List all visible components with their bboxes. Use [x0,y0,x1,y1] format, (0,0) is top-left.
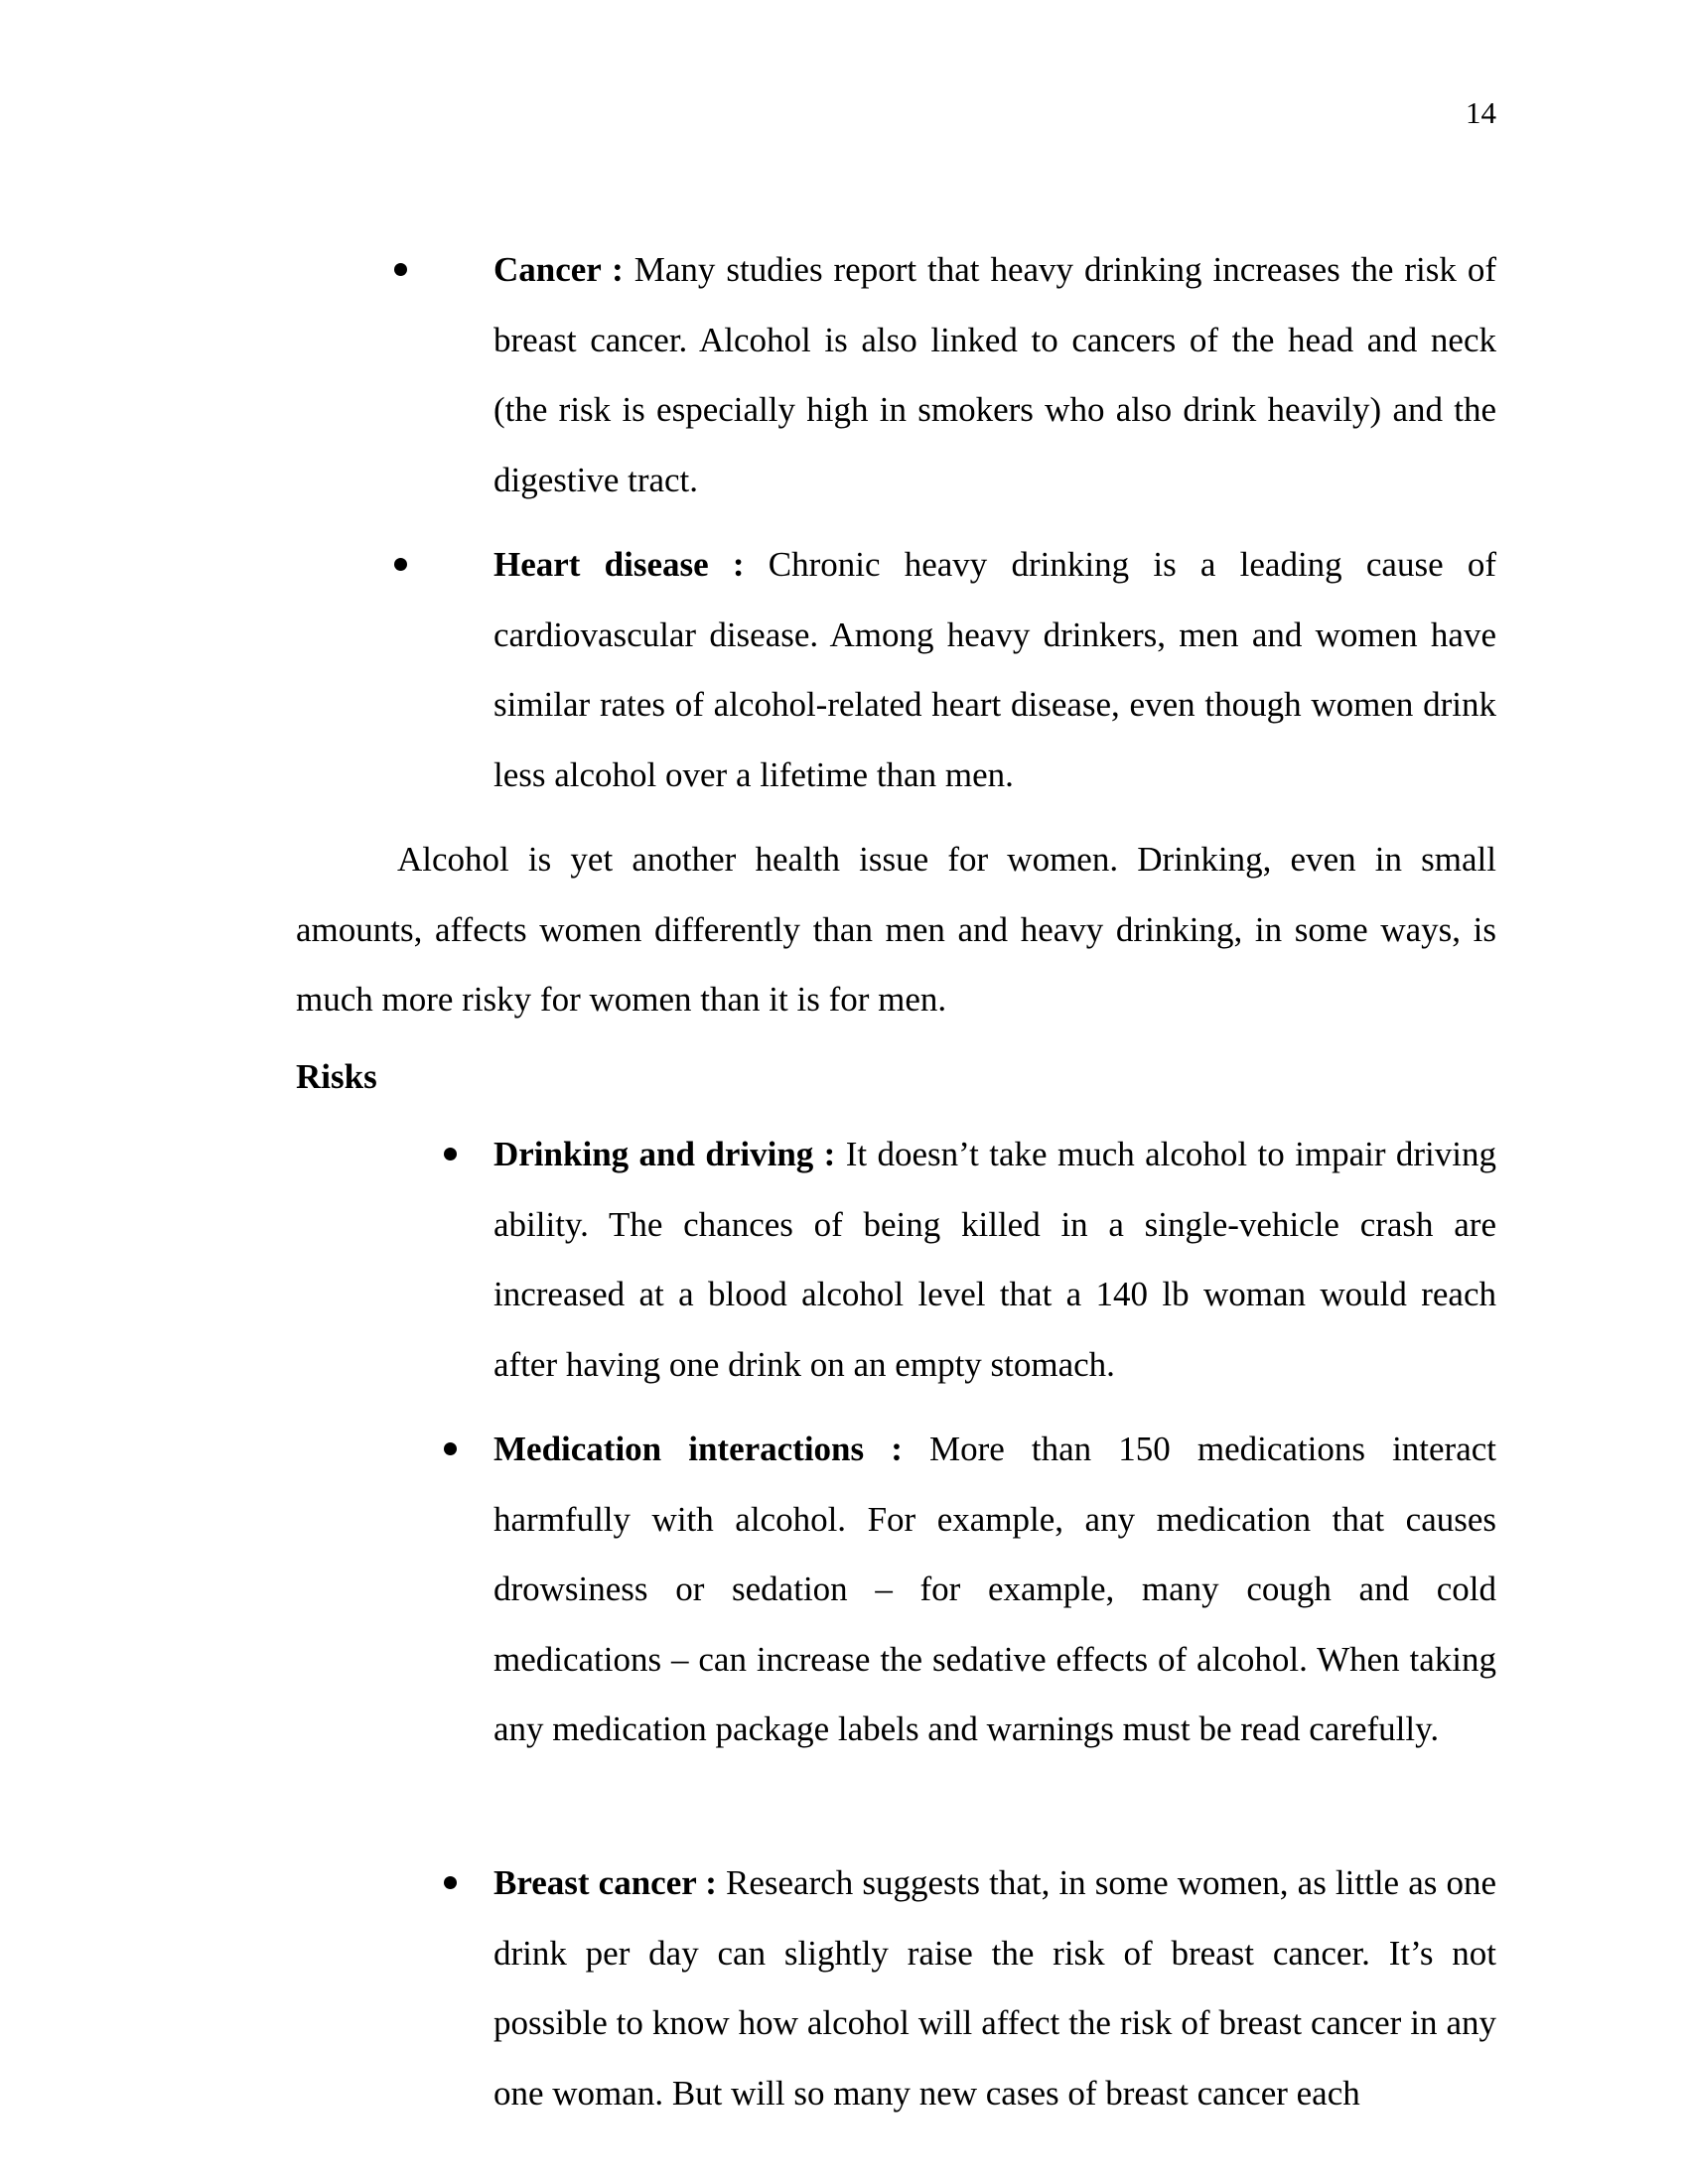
bullet-dot-icon [394,263,407,276]
bullet-dot-icon [394,558,407,571]
risk-term: Medication interactions : [493,1430,903,1468]
risk-paragraph [493,1848,1496,2128]
page-number: 14 [1466,95,1496,130]
risk-item-drinking-driving [493,1120,1496,1400]
bullet-dot-icon [444,1876,457,1889]
risk-paragraph [493,1415,1496,1765]
risk-text: More than 150 medications interact harmfully with alcohol. For example, any medication that causes drowsiness or sedation – for example, many cough and cold medications – can increase the sedative effects of alcohol. When taking any medication package labels and warnings must be read carefully. [493,1430,1496,1748]
bullet-paragraph [493,530,1496,810]
bullet-paragraph [493,235,1496,515]
bullet-term: Heart disease : [493,545,745,584]
risk-paragraph [493,1120,1496,1400]
bullet-dot-icon [444,1148,457,1160]
intro-section [296,825,1496,1035]
bullet-item-cancer [493,235,1496,515]
bullet-text: Many studies report that heavy drinking increases the risk of breast cancer. Alcohol is also linked to cancers of the head and neck (the risk is especially high in smokers who also drink heavily) and the digestive tract. [493,250,1496,499]
risk-text: Research suggests that, in some women, as little as one drink per day can slightly raise the risk of breast cancer. It’s not possible to know how alcohol will affect the risk of breast cancer in any one woman. But will so many new cases of breast cancer each [493,1863,1496,2113]
risk-item-breast-cancer [493,1848,1496,2128]
risk-text: It doesn’t take much alcohol to impair driving ability. The chances of being killed in a single-vehicle crash are increased at a blood alcohol level that a 140 lb woman would reach after having one drink on an empty stomach. [493,1135,1496,1384]
bullet-item-heart-disease [493,530,1496,810]
bullet-text: Chronic heavy drinking is a leading cause of cardiovascular disease. Among heavy drinkers, men and women have similar rates of alcohol-related heart disease, even though women drink less alcohol over a lifetime than men. [493,545,1496,794]
risks-heading: Risks [296,1057,377,1096]
risk-term: Breast cancer : [493,1863,717,1902]
bullet-dot-icon [444,1442,457,1455]
bullet-term: Cancer : [493,250,624,289]
risk-term: Drinking and driving : [493,1135,836,1173]
intro-paragraph: Alcohol is yet another health issue for women. Drinking, even in small amounts, affects women differently than men and heavy drinking, in some ways, is much more risky for women than it is for men. [296,840,1496,1019]
risk-item-medication-interactions [493,1415,1496,1765]
